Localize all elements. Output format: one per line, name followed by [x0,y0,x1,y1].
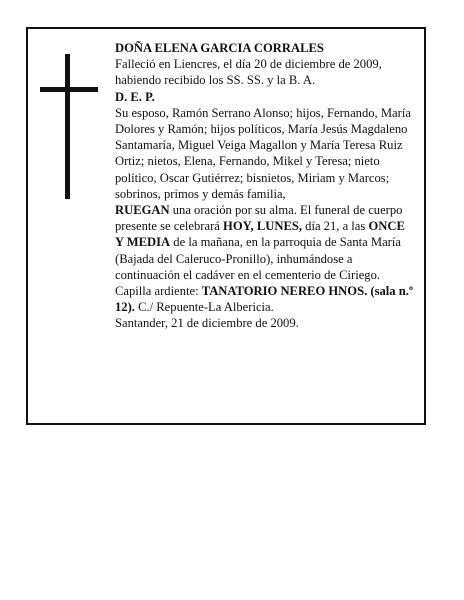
church-text: de la mañana, en la parroquia de Santa María (Bajada del Caleruco-Pronillo), inhumándose a continuación el cadáver en el cementerio de Ciriego. Capilla ardiente: [115,235,401,299]
ruegan-label: RUEGAN [115,203,170,218]
day-text: día 21, a las [302,219,369,234]
ruegan-text: una oración por su alma. El funeral de cuerpo presente se celebrará [115,203,403,234]
place-date: Santander, 21 de diciembre de 2009. [115,316,299,331]
cross-icon [40,54,98,199]
deceased-name: DOÑA ELENA GARCIA CORRALES [115,41,324,55]
obituary-notice [26,27,426,425]
funeral-paragraph [115,202,415,315]
funeral-day: HOY, LUNES, [223,219,302,234]
rip-line: D. E. P. [115,89,155,104]
address-text: C./ Repuente-La Albericia. [134,300,274,315]
tanatorio-name: TANATORIO NEREO HNOS. (sala n.º 12). [115,284,414,315]
family-list: Su esposo, Ramón Serrano Alonso; hijos, Fernando, María Dolores y Ramón; hijos políticos, María Jesús Magdaleno Santamaría, Miguel Veiga Magallon y María Teresa Ruiz Ortiz; nietos, Elena, Fernando, Mikel y Teresa; nieto político, Oscar Gutiérrez; bisnietos, Miriam y Marcos; sobrinos, primos y demás familia, [115,105,411,201]
obituary-text [115,40,415,332]
death-line: Falleció en Liencres, el día 20 de diciembre de 2009, habiendo recibido los SS. SS. y la B. A. [115,57,382,88]
funeral-time: ONCE Y MEDIA [115,219,405,250]
